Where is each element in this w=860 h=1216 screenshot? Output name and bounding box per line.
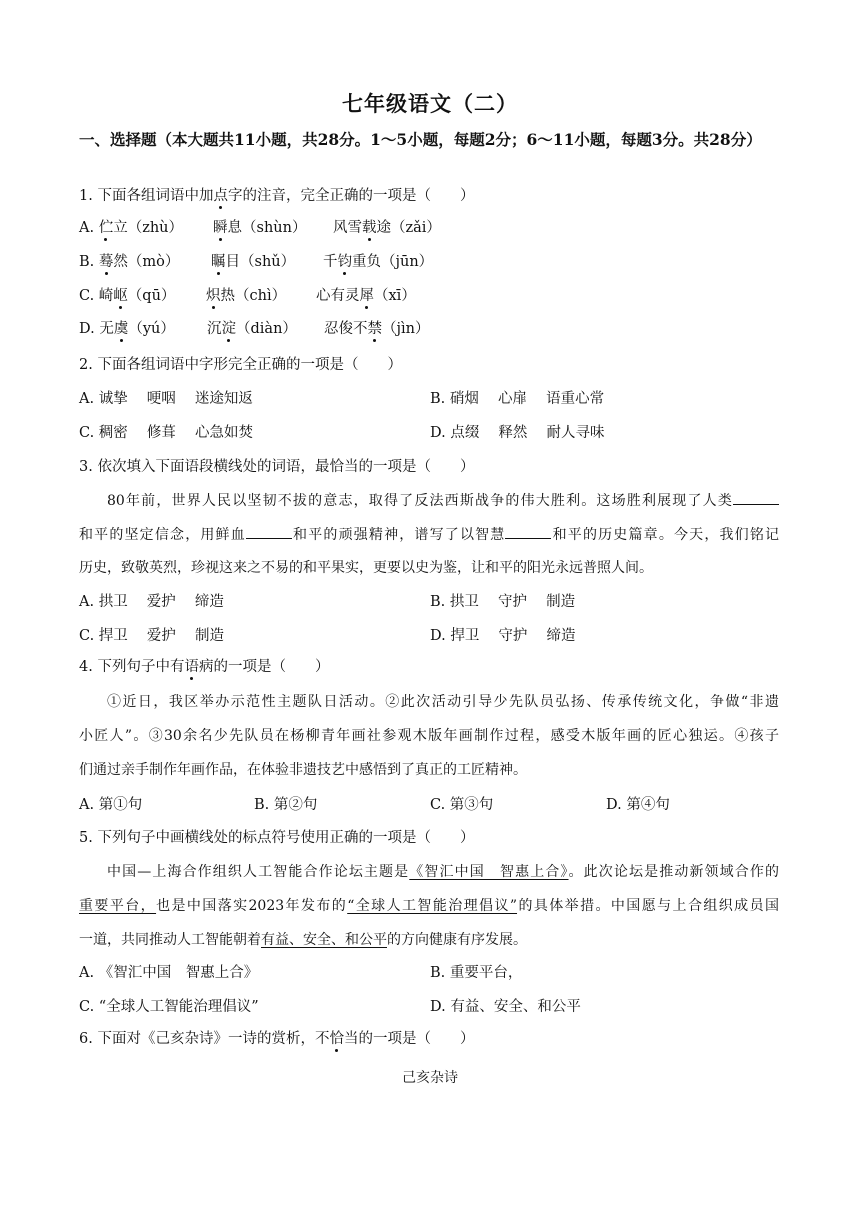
section-heading: 一、选择题（本大题共11小题，共28分。1～5小题，每题2分；6～11小题，每题3分。共28分） bbox=[79, 130, 762, 149]
q1-option-d: D. 无虞（yú） bbox=[79, 321, 175, 337]
question-1-stem: 1. 下面各组词语中加点字的注音，完全正确的一项是（ ） bbox=[79, 188, 475, 204]
q4-option-a: A. 第①句 bbox=[79, 797, 143, 813]
q5-option-d: D. 有益、安全、和公平 bbox=[430, 999, 581, 1015]
q1-c-word3: 心有灵犀（xī） bbox=[316, 288, 416, 304]
q4-passage-line-3: 们通过亲手制作年画作品，在体验非遗技艺中感悟到了真正的工匠精神。 bbox=[79, 762, 527, 778]
q4-passage-line-1: ①近日，我区举办示范性主题队日活动。②此次活动引导少先队员弘扬、传承传统文化，争做“非遗 bbox=[107, 694, 779, 710]
question-2-stem: 2. 下面各组词语中字形完全正确的一项是（ ） bbox=[79, 357, 402, 373]
q5-passage-line-2: 重要平台，也是中国落实2023年发布的“全球人工智能治理倡议”的具体举措。中国愿与上合组织成员国 bbox=[79, 898, 779, 914]
q1-option-a: A. 伫立（zhù） bbox=[79, 220, 184, 236]
q4-option-b: B. 第②句 bbox=[254, 797, 318, 813]
q1-c-word2: 炽热（chì） bbox=[206, 288, 287, 304]
q1-option-b: B. 蓦然（mò） bbox=[79, 254, 180, 270]
q1-d-word3: 忍俊不禁（jìn） bbox=[324, 321, 430, 337]
q3-option-a: A. 拱卫 爱护 缔造 bbox=[79, 594, 224, 610]
page-title: 七年级语文（二） bbox=[342, 91, 518, 116]
q4-passage-line-2: 小匠人”。③30余名少先队员在杨柳青年画社参观木版年画制作过程，感受木版年画的匠心独运。④孩子 bbox=[79, 728, 779, 744]
q1-option-c: C. 崎岖（qū） bbox=[79, 288, 176, 304]
q5-option-c: C. “全球人工智能治理倡议” bbox=[79, 999, 259, 1015]
q1-a-word3: 风雪载途（zǎi） bbox=[333, 220, 441, 236]
q5-passage-line-1: 中国—上海合作组织人工智能合作论坛主题是《智汇中国 智惠上合》。此次论坛是推动新领域合作的 bbox=[107, 864, 780, 880]
question-5-stem: 5. 下列句子中画横线处的标点符号使用正确的一项是（ ） bbox=[79, 830, 475, 846]
q5-passage-line-3: 一道，共同推动人工智能朝着有益、安全、和公平的方向健康有序发展。 bbox=[79, 932, 527, 948]
q2-option-c: C. 稠密 修葺 心急如焚 bbox=[79, 425, 254, 441]
poem-title: 己亥杂诗 bbox=[402, 1070, 458, 1086]
q3-option-d: D. 捍卫 守护 缔造 bbox=[430, 628, 576, 644]
q4-option-d: D. 第④句 bbox=[606, 797, 670, 813]
q1-d-word2: 沉淀（diàn） bbox=[207, 321, 297, 337]
q5-option-b: B. 重要平台， bbox=[430, 965, 523, 981]
q1-b-word3: 千钧重负（jūn） bbox=[323, 254, 434, 270]
q5-option-a: A. 《智汇中国 智惠上合》 bbox=[79, 965, 259, 981]
question-3-stem: 3. 依次填入下面语段横线处的词语，最恰当的一项是（ ） bbox=[79, 459, 475, 475]
q2-option-a: A. 诚挚 哽咽 迷途知返 bbox=[79, 391, 253, 407]
q3-passage-line-2: 和平的坚定信念，用鲜血 和平的顽强精神，谱写了以智慧 和平的历史篇章。今天，我们铭记 bbox=[79, 524, 779, 545]
q3-passage-line-1: 80年前，世界人民以坚韧不拔的意志，取得了反法西斯战争的伟大胜利。这场胜利展现了人类 bbox=[79, 490, 779, 511]
q3-option-c: C. 捍卫 爱护 制造 bbox=[79, 628, 225, 644]
q3-option-b: B. 拱卫 守护 制造 bbox=[430, 594, 576, 610]
q1-a-word2: 瞬息（shùn） bbox=[213, 220, 307, 236]
q2-option-d: D. 点缀 释然 耐人寻味 bbox=[430, 425, 605, 441]
q4-option-c: C. 第③句 bbox=[430, 797, 494, 813]
question-6-stem: 6. 下面对《己亥杂诗》一诗的赏析，不恰当的一项是（ ） bbox=[79, 1031, 475, 1047]
q1-b-word2: 瞩目（shǔ） bbox=[211, 254, 296, 270]
q2-option-b: B. 硝烟 心扉 语重心常 bbox=[430, 391, 605, 407]
question-4-stem: 4. 下列句子中有语病的一项是（ ） bbox=[79, 659, 330, 675]
q3-passage-line-3: 历史，致敬英烈，珍视这来之不易的和平果实，更要以史为鉴，让和平的阳光永远普照人间。 bbox=[79, 560, 653, 576]
